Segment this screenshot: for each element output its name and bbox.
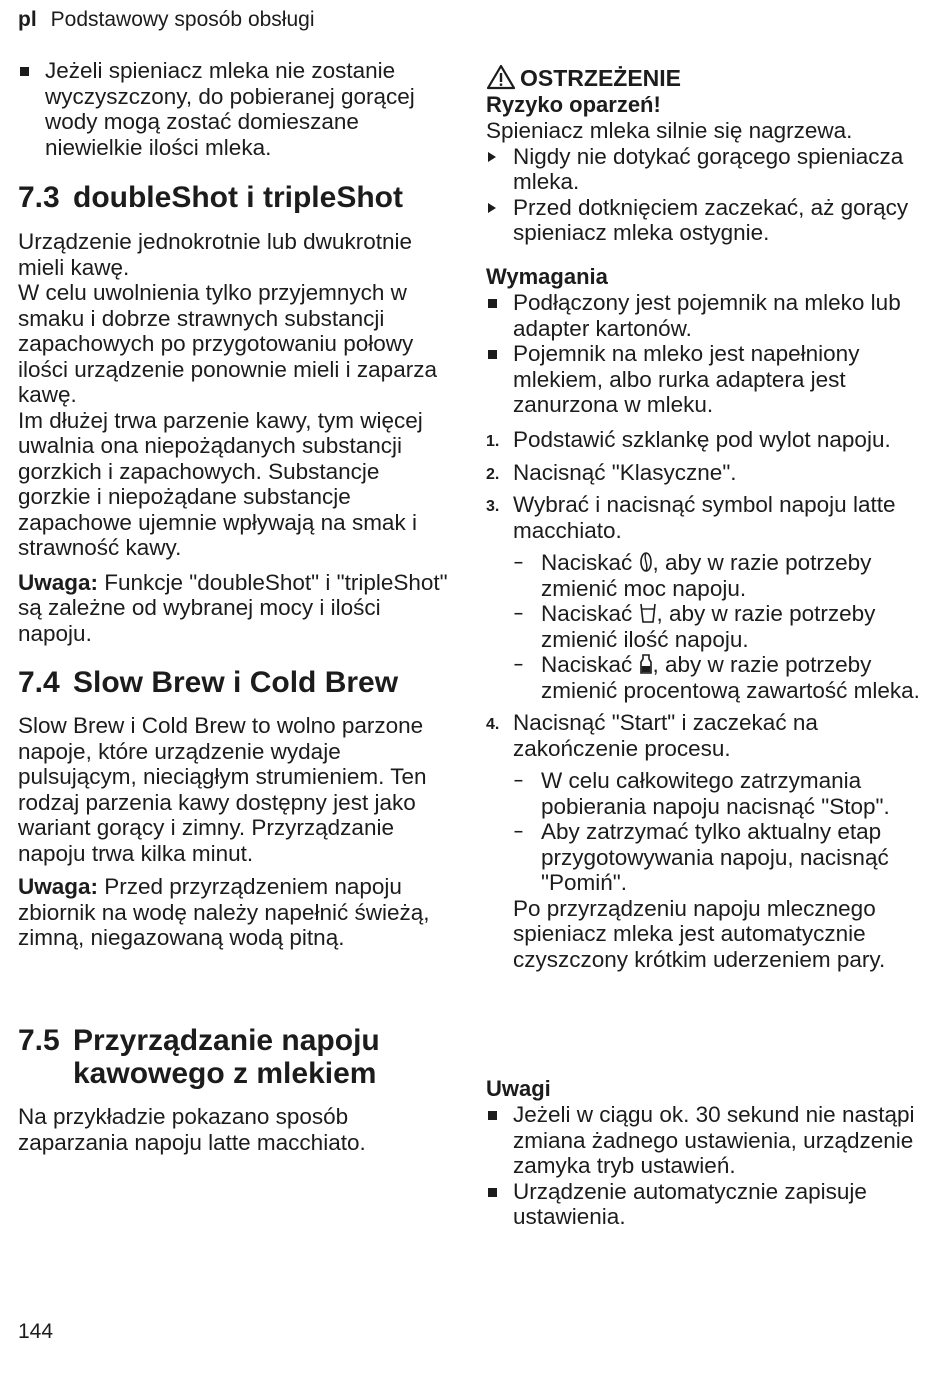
step-item: 1. Podstawić szklankę pod wylot napoju. <box>486 427 891 452</box>
square-bullet-icon <box>488 350 497 359</box>
note-text: Przed przyrządzeniem napoju zbiornik na wodę należy napełnić świeżą, zimną, niegazowaną wodą pitną. <box>18 874 430 950</box>
intro-list <box>18 58 450 160</box>
square-bullet-icon <box>20 67 29 76</box>
substep-item: – Aby zatrzymać tylko aktualny etap przygotowywania napoju, nacisnąć "Pomiń". <box>514 819 889 895</box>
paragraph: Im dłużej trwa parzenie kawy, tym więcej uwalnia ona niepożądanych substancji gorzkich i zapachowych. Substancje gorzkie i niepożądane substancje zapachowe ujemnie wpływają na smak i strawność kawy. <box>18 407 423 560</box>
section-7-5-heading <box>18 1024 450 1090</box>
intro-list-block <box>18 58 450 160</box>
list-item: Podłączony jest pojemnik na mleko lub adapter kartonów. <box>486 290 926 341</box>
bean-icon <box>639 551 653 573</box>
section-number: 7.4 <box>18 666 60 699</box>
step-item: 4. Nacisnąć "Start" i zaczekać na zakończenie procesu. – W celu całkowitego zatrzymania pobierania napoju nacisnąć "Stop". – Aby zatrzymać tylko aktualny etap przygotowywania napoju, nacisnąć "Pomiń". Po przyrządzeniu napoju mlecznego spieniacz mleka jest automatycznie czyszczony krótkim uderzeniem pary. <box>486 710 926 972</box>
warning-heading <box>486 64 926 92</box>
milk-bottle-icon <box>639 653 653 675</box>
warning-list <box>486 144 926 246</box>
warning-text: Spieniacz mleka silnie się nagrzewa. <box>486 118 853 143</box>
chapter-title: Podstawowy sposób obsługi <box>50 8 315 31</box>
note-label: Uwaga: <box>18 569 99 595</box>
square-bullet-icon <box>488 299 497 308</box>
warning-box <box>486 64 926 246</box>
triangle-bullet-icon <box>488 203 496 213</box>
language-code: pl <box>18 8 37 31</box>
triangle-bullet-icon <box>488 152 496 162</box>
list-item: Pojemnik na mleko jest napełniony mlekiem, albo rurka adaptera jest zanurzona w mleku. <box>486 341 926 418</box>
paragraph: Urządzenie jednokrotnie lub dwukrotnie mieli kawę. <box>18 229 412 280</box>
step-4-substeps <box>513 768 926 896</box>
note <box>18 570 450 647</box>
requirements-block <box>486 264 926 418</box>
list-item: Przed dotknięciem zaczekać, aż gorący spieniacz mleka ostygnie. <box>486 195 926 246</box>
list-item: Urządzenie automatycznie zapisuje ustawienia. <box>486 1179 926 1230</box>
note-text: Funkcje "doubleShot" i "tripleShot" są zależne od wybranej mocy i ilości napoju. <box>18 569 448 646</box>
page-number: 144 <box>18 1320 54 1343</box>
paragraph: W celu uwolnienia tylko przyjemnych w smaku i dobrze strawnych substancji zapachowych po przygotowaniu połowy ilości urządzenie ponownie mieli i zaparza kawę. <box>18 280 437 407</box>
list-item: Jeżeli w ciągu ok. 30 sekund nie nastąpi zmiana żadnego ustawienia, urządzenie zamyka tryb ustawień. <box>486 1102 926 1179</box>
section-title: doubleShot i tripleShot <box>73 181 403 214</box>
steps-block <box>486 427 926 979</box>
page-header <box>18 8 315 32</box>
section-number: 7.5 <box>18 1024 60 1057</box>
list-item: Nigdy nie dotykać gorącego spieniacza mleka. <box>486 144 926 195</box>
step-4-after-text: Po przyrządzeniu napoju mlecznego spieniacz mleka jest automatycznie czyszczony krótkim uderzeniem pary. <box>513 895 886 972</box>
warning-label: OSTRZEŻENIE <box>520 65 682 91</box>
requirements-list <box>486 290 926 418</box>
substep-item: – Naciskać , aby w razie potrzeby zmienić moc napoju. <box>514 550 872 601</box>
step-item: 2. Nacisnąć "Klasyczne". <box>486 459 737 485</box>
section-7-3-body <box>18 229 450 646</box>
warning-risk: Ryzyko oparzeń! <box>486 92 661 117</box>
square-bullet-icon <box>488 1111 497 1120</box>
requirements-title: Wymagania <box>486 264 608 289</box>
section-7-3-heading <box>18 181 450 214</box>
section-title: Slow Brew i Cold Brew <box>73 666 399 699</box>
substep-item: – Naciskać , aby w razie potrzeby zmienić ilość napoju. <box>514 601 876 652</box>
step-3-substeps <box>513 550 926 703</box>
square-bullet-icon <box>488 1188 497 1197</box>
notes-list <box>486 1102 926 1230</box>
list-item: Jeżeli spieniacz mleka nie zostanie wyczyszczony, do pobieranej gorącej wody mogą zostać domieszane niewielkie ilości mleka. <box>18 58 450 160</box>
step-item: 3. Wybrać i nacisnąć symbol napoju latte macchiato. – Naciskać , aby w razie potrzeby zmienić moc napoju. – Naciskać , aby w razie potrzeby zmienić ilość napoju. – Naciskać , aby w razie potrzeby zmienić procentową zawartość mleka. <box>486 492 926 703</box>
substep-item: – Naciskać , aby w razie potrzeby zmienić procentową zawartość mleka. <box>514 652 920 703</box>
section-7-4-heading <box>18 666 450 699</box>
substep-item: – W celu całkowitego zatrzymania pobierania napoju nacisnąć "Stop". <box>514 768 890 819</box>
note <box>18 874 450 951</box>
section-title: Przyrządzanie napoju kawowego z mlekiem <box>73 1024 380 1090</box>
steps-list <box>486 427 926 972</box>
paragraph: Na przykładzie pokazano sposób zaparzania napoju latte macchiato. <box>18 1104 366 1155</box>
section-7-4-body <box>18 713 450 951</box>
cup-icon <box>639 602 657 624</box>
paragraph: Slow Brew i Cold Brew to wolno parzone napoje, które urządzenie wydaje pulsującym, nieciągłym strumieniem. Ten rodzaj parzenia kawy dostępny jest jako wariant gorący i zimny. Przyrządzanie napoju trwa kilka minut. <box>18 713 427 866</box>
notes-block <box>486 1076 926 1230</box>
note-label: Uwaga: <box>18 874 99 899</box>
section-7-5-body <box>18 1104 450 1155</box>
notes-title: Uwagi <box>486 1076 551 1101</box>
section-number: 7.3 <box>18 181 60 214</box>
warning-triangle-icon <box>486 64 516 90</box>
